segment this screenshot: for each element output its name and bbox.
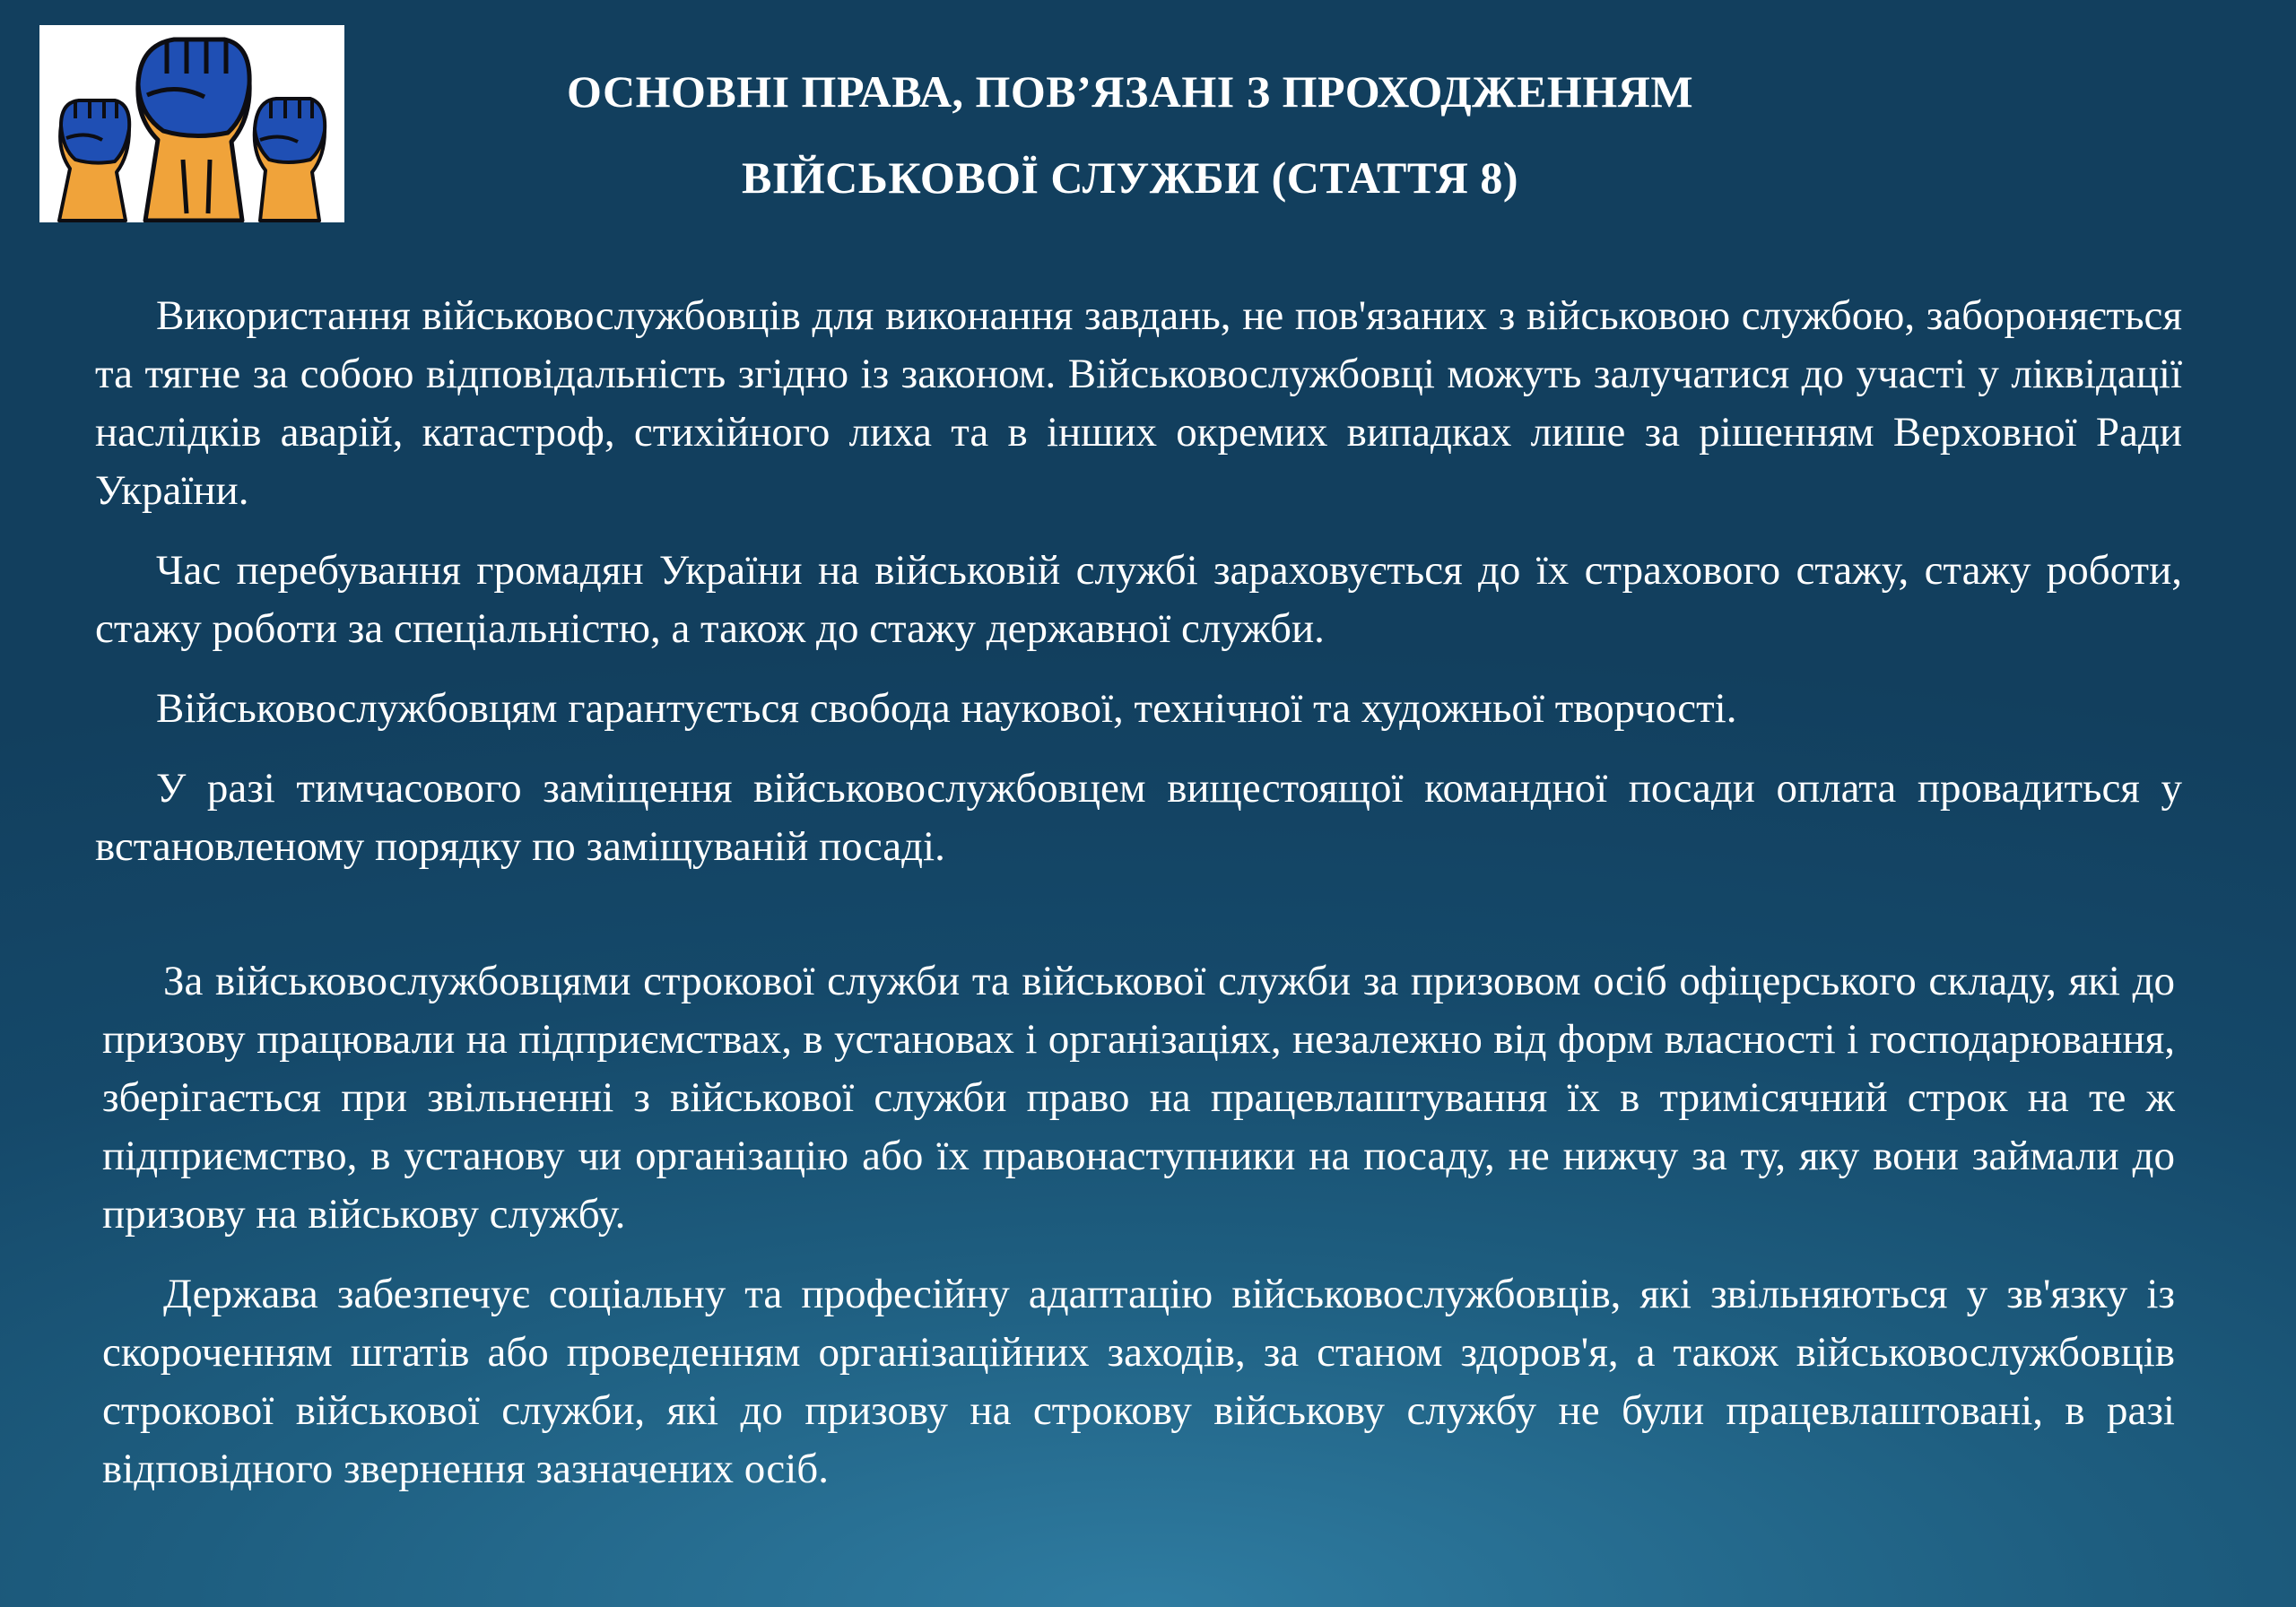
paragraph: Використання військовослужбовців для виконання завдань, не пов'язаних з військовою службою, забороняється та тягне за собою відповідальність згідно із законом. Військовослужбовці можуть залучатися до участі у ліквідації наслідків аварій, катастроф, стихійного лиха та в інших окремих випадках лише за рішенням Верховної Ради України. [95,292,2182,514]
text-block-upper [95,287,2182,876]
logo [39,25,344,222]
page-title-line-1: ОСНОВНІ ПРАВА, ПОВ’ЯЗАНІ З ПРОХОДЖЕННЯМ [566,66,1694,117]
paragraph: Час перебування громадян України на військовій службі зараховується до їх страхового стажу, стажу роботи, стажу роботи за спеціальністю, а також до стажу державної служби. [95,547,2182,652]
paragraph: У разі тимчасового заміщення військовослужбовцем вищестоящої командної посади оплата провадиться у встановленому порядку по заміщуваній посаді. [95,765,2182,870]
paragraph: Держава забезпечує соціальну та професійну адаптацію військовослужбовців, які звільняються у зв'язку із скороченням штатів або проведенням організаційних заходів, за станом здоров'я, а також військовослужбовців строкової військової служби, які до призову на строкову військову службу не були працевлаштовані, в разі відповідного звернення зазначених осіб. [102,1271,2175,1492]
paragraph: Військовослужбовцям гарантується свобода наукової, технічної та художньої творчості. [156,685,1737,732]
paragraph: За військовослужбовцями строкової служби та військової служби за призовом осіб офіцерського складу, які до призову працювали на підприємствах, в установах і організаціях, незалежно від форм власності і господарювання, зберігається при звільненні з військової служби право на працевлаштування їх в тримісячний строк на те ж підприємство, в установу чи організацію або їх правонаступники на посаду, не нижчу за ту, яку вони займали до призову на військову службу. [102,958,2175,1238]
right-fist [255,99,325,221]
left-fist [59,100,129,221]
text-block-lower [102,952,2175,1498]
center-fist [138,39,249,221]
page-title-line-2: ВІЙСЬКОВОЇ СЛУЖБИ (СТАТТЯ 8) [741,152,1519,203]
raised-fists-icon [39,25,344,222]
